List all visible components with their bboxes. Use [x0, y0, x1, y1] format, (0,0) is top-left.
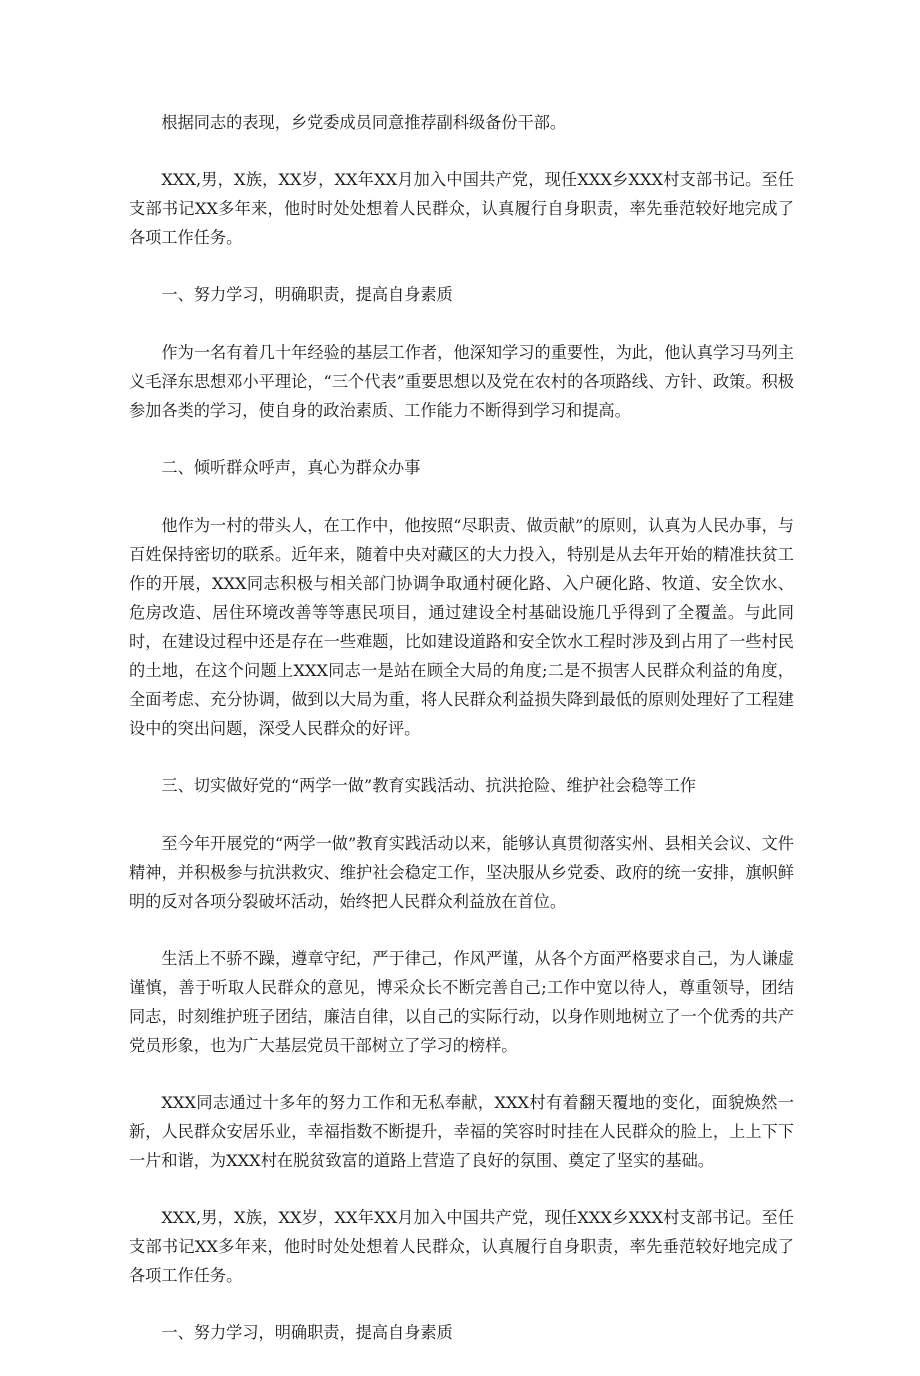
paragraph-service: 他作为一村的带头人，在工作中，他按照“尽职责、做贡献”的原则，认真为人民办事，与百姓保持密切的联系。近年来，随着中央对藏区的大力投入，特别是从去年开始的精准扶贫工作的开展，XXX同志积极与相关部门协调争取通村硬化路、入户硬化路、牧道、安全饮水、危房改造、居住环境改善等等惠民项目，通过建设全村基础设施几乎得到了全覆盖。与此同时，在建设过程中还是存在一些难题，比如建设道路和安全饮水工程时涉及到占用了一些村民的土地，在这个问题上XXX同志一是站在顾全大局的角度;二是不损害人民群众利益的角度，全面考虑、充分协调，做到以大局为重，将人民群众利益损失降到最低的原则处理好了工程建设中的突出问题，深受人民群众的好评。: [129, 516, 794, 738]
section-heading-1: 一、努力学习，明确职责，提高自身素质: [161, 285, 453, 304]
paragraph-achievements: XXX同志通过十多年的努力工作和无私奉献，XXX村有着翻天覆地的变化，面貌焕然一新，人民群众安居乐业，幸福指数不断提升，幸福的笑容时时挂在人民群众的脸上，上上下下一片和谐，为XXX村在脱贫致富的道路上营造了良好的氛围、奠定了坚实的基础。: [129, 1093, 794, 1170]
section-heading-1-repeat: 一、努力学习，明确职责，提高自身素质: [161, 1323, 453, 1342]
paragraph-conduct: 生活上不骄不躁，遵章守纪，严于律己，作风严谨，从各个方面严格要求自己，为人谦虚谨慎，善于听取人民群众的意见，博采众长不断完善自己;工作中宽以待人，尊重领导，团结同志，时刻维护班子团结，廉洁自律，以自己的实际行动，以身作则地树立了一个优秀的共产党员形象，也为广大基层党员干部树立了学习的榜样。: [129, 949, 794, 1055]
paragraph-activities: 至今年开展党的“两学一做”教育实践活动以来，能够认真贯彻落实州、县相关会议、文件精神，并积极参与抗洪救灾、维护社会稳定工作，坚决服从乡党委、政府的统一安排，旗帜鲜明的反对各项分裂破坏活动，始终把人民群众利益放在首位。: [129, 834, 794, 911]
paragraph-profile-repeat: XXX,男，X族，XX岁，XX年XX月加入中国共产党，现任XXX乡XXX村支部书记。至任支部书记XX多年来，他时时处处想着人民群众，认真履行自身职责，率先垂范较好地完成了各项工作任务。: [129, 1208, 794, 1285]
paragraph-study: 作为一名有着几十年经验的基层工作者，他深知学习的重要性，为此，他认真学习马列主义毛泽东思想邓小平理论，“三个代表”重要思想以及党在农村的各项路线、方针、政策。积极参加各类的学习，使自身的政治素质、工作能力不断得到学习和提高。: [129, 343, 794, 420]
section-heading-3: 三、切实做好党的“两学一做”教育实践活动、抗洪抢险、维护社会稳等工作: [161, 776, 696, 795]
paragraph-intro: 根据同志的表现，乡党委成员同意推荐副科级备份干部。: [161, 113, 567, 132]
document-body: [129, 108, 794, 1376]
section-heading-2: 二、倾听群众呼声，真心为群众办事: [161, 458, 421, 477]
paragraph-profile: XXX,男，X族，XX岁，XX年XX月加入中国共产党，现任XXX乡XXX村支部书记。至任支部书记XX多年来，他时时处处想着人民群众，认真履行自身职责，率先垂范较好地完成了各项工作任务。: [129, 170, 794, 247]
